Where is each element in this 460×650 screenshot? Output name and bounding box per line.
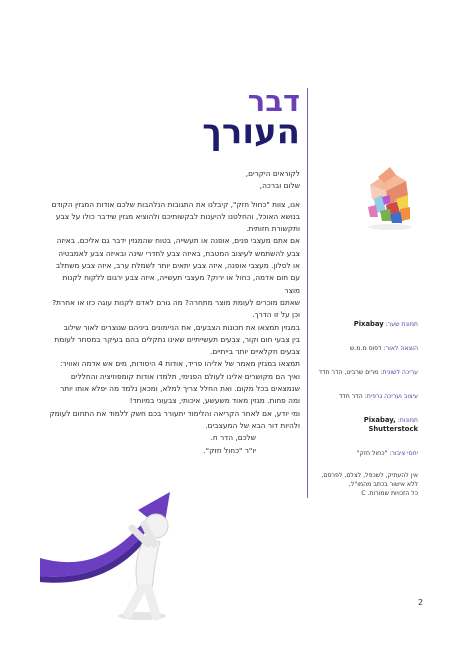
column-divider <box>307 88 308 498</box>
credit-label: תמונת שער: <box>385 321 418 328</box>
body-line: אנו, צוות "כחול חזק", קיבלנו את התגובות הנלהבות שלכם אודות המגזין הקודם <box>51 199 300 209</box>
credit-value: Pixabay <box>353 320 384 328</box>
body-line: ותקשורת חזותית. <box>246 224 300 234</box>
rights-line: ללא אישור בכתב מהמו"ל, <box>348 481 418 488</box>
body-line: צבע להשתמש לעיצוב המטבח, באיזה צבע לחדרי שינה ובאיזה צבע לאמבטיה <box>58 248 300 258</box>
body-line: עם חום אדמה, כחול או ירוק? מעצבי תעשייה, איזה צבע ירגום ללקוח לקנות מוצר <box>62 273 300 295</box>
credit-value: דפוס מ.מ.ש <box>349 345 382 352</box>
credit-value: מרים שרביט, הדר חדד <box>318 369 379 376</box>
editor-letter <box>48 168 300 457</box>
credit-label: תמונות: <box>397 417 418 424</box>
body-line: ואיך הם מקושרים אלינו לעולם הפנימי, תלמדו אודות קומפוזיציה והחללים <box>70 371 300 381</box>
body-line: בנושא האוכל, והחלטנו להיענות לבקשותיכם ולהוציא מגזין שידבר כולו על צבע <box>55 211 300 221</box>
body-line: ולהיות דור הבא של המעצבים. <box>205 420 300 430</box>
body-line: בין צבעי חום וקור, צבעים תעשייתיים שאינו נתקלים בהם בעיקר במסחר לעומת <box>54 334 300 344</box>
editor-title <box>202 84 300 152</box>
rights-notice <box>314 471 418 498</box>
body-line: ומה פחות. מגזין מאוד משעשע, איכותי, צבעוני במיוחד! <box>129 396 300 406</box>
credit-label: הוצאה לאור: <box>383 345 418 352</box>
body-line: תמצאו במגזין מאמר של אליהו פריד, אודות 4 היסודות, מים אש אדמה ואוויר: <box>59 359 300 369</box>
signature-name: שלכם, הדר ח. <box>210 433 256 443</box>
credit-item <box>314 392 418 401</box>
credit-value: הדר חדד <box>339 393 363 400</box>
credit-item <box>314 344 418 353</box>
page-number: 2 <box>418 598 424 607</box>
greeting-line: שלום וברכה, <box>259 181 300 191</box>
body-line: אם אתם מעצבי פנים, אופנה או תעשייה, בטוח שהמגזין ידבר גם אליכם. באיזה <box>56 236 300 246</box>
credit-item <box>314 368 418 377</box>
body-line: צבעים חקלאיים יותר בייתיים. <box>209 347 300 357</box>
credit-item <box>314 416 418 434</box>
credit-value: "כחול חזק" <box>356 450 388 457</box>
credits-column <box>314 320 418 498</box>
body-line: שנמצאים בכל מקום. ואת החלל צריך למלא, ומכאן נלמד מה יפלא אותו יותר <box>60 384 300 394</box>
credit-label: עיצוב ועריכה גרפית: <box>364 393 418 400</box>
body-line: ומי יודע, אם לאחר הקריאה והלימוד יתעורר בכם חשק ללמוד את התחום לעומק <box>49 408 300 418</box>
body-line: או לסלון. מעצבי אופנה, איזה צבע יתאים יותר לשמלת ערב, איזה צבע משתלב <box>55 261 300 271</box>
signature-role: יו"ר "כחול חזק". <box>203 445 256 455</box>
greeting-line: לקוראים היקרים, <box>245 169 300 178</box>
credit-label: עריכה לשונית: <box>380 369 418 376</box>
credit-item <box>314 449 418 458</box>
credit-label: יחסי ציבור: <box>389 450 418 457</box>
rights-line: כל הזכויות שמורות. C <box>361 490 418 497</box>
figure-pushing-arrow-illustration <box>36 440 186 625</box>
title-line-2: העורך <box>202 111 300 152</box>
body-line: במגזין תמצאו את תכונות הצבעים, את הניימונים ביניהם שנוצרים לאור שילוב <box>63 322 300 332</box>
credit-item <box>314 320 418 329</box>
credit-value: Pixabay, Shutterstock <box>363 416 418 433</box>
body-line: וכן על זו הדרך. <box>252 310 300 320</box>
paper-sculpture-photo <box>356 155 422 243</box>
rights-line: אין להעתיק, לשכפל, לצלם, לפרסם, <box>321 472 418 479</box>
body-line: שאתם מוכרים לעומת מוצר מתחרה? מה גורם לאדם לקנות עוגה כזו או אחרת? <box>52 297 300 307</box>
title-line-1: דבר <box>247 84 300 118</box>
